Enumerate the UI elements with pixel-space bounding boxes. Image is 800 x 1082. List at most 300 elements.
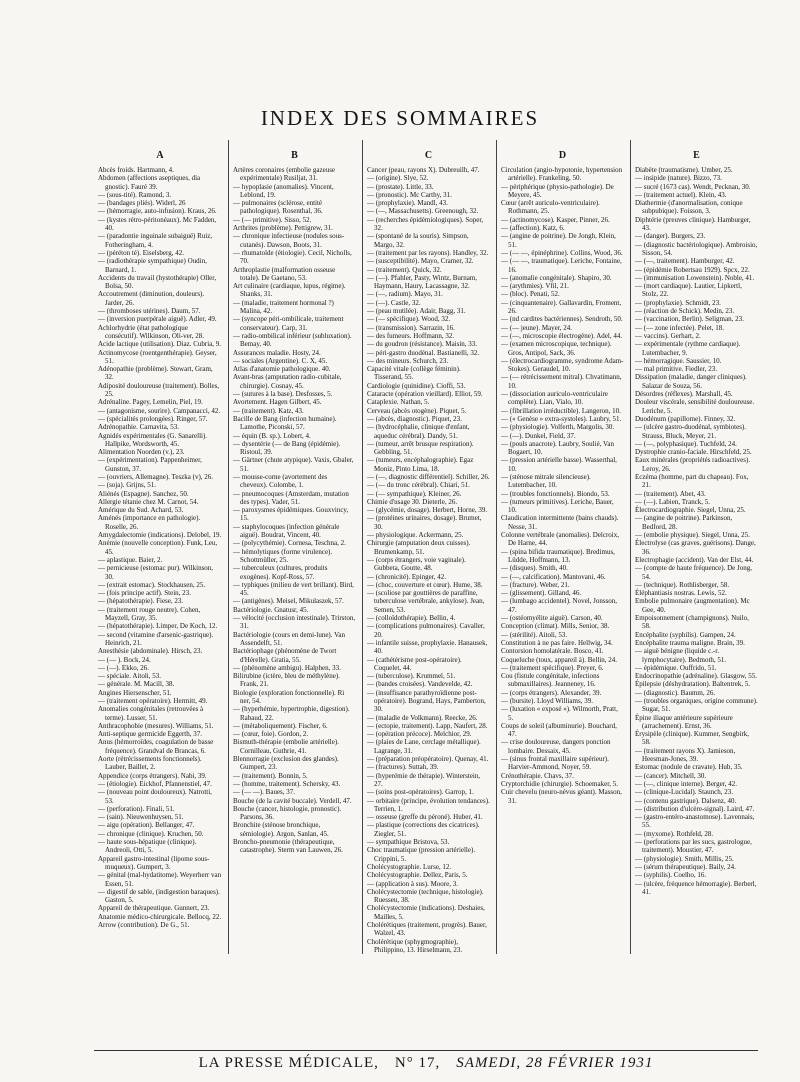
index-entry: Accoutrement (diminution, douleurs). Jarder, 26. <box>98 290 205 307</box>
index-entry: — des fumeurs. Hoffmann, 32. <box>367 331 455 340</box>
index-entry: — (vaccination, Berlin). Seligman, 23. <box>635 315 744 324</box>
index-entry: — (transmission). Sarrazin, 16. <box>367 323 455 332</box>
index-entry: — (hémorragie, auto-infusion). Kraus, 26. <box>98 207 217 216</box>
index-entry: — (sérum thérapeutique). Baily, 24. <box>635 862 736 871</box>
index-entry: — (— ). Bock, 24. <box>98 655 151 664</box>
index-entry: Biologie (exploration fonctionnelle). Ri ner, 54. <box>233 688 345 705</box>
index-entry: — (luxation « exposé »). Wilmorth, Pratt, 5. <box>501 705 618 722</box>
index-entry: Bouche (de la cavité buccale). Verdell, 47. <box>233 796 352 805</box>
index-entry: — mousse-corne (avortement des cheveux). Colombe, 1. <box>233 472 328 490</box>
index-entry: Actinomycose (roentgenthérapie). Geyser, 51. <box>98 348 217 365</box>
index-entry: — (soins post-opératoires). Garrop, 1. <box>367 788 474 797</box>
index-entry: Coups de soleil (albuminurie). Bouchard, 47. <box>501 721 617 739</box>
index-entry: — orbitaire (principe, évolution tendances). Terrien, 1. <box>367 796 490 813</box>
index-entry: — (prostate). Little, 33. <box>367 182 434 191</box>
index-entry: — paroxysmes épidémiques. Gouxvincy, 15. <box>233 506 349 523</box>
index-entry: — (—, radium). Mayo, 31. <box>367 290 443 299</box>
index-entry: Anus (hémorroïdes, coagulation de basse fréquence). Grandval de Brancas, 6. <box>98 738 214 755</box>
index-entry: — hémorragique. Saussier, 10. <box>635 356 722 365</box>
index-entry: — (— —, épinéphrine). Collins, Wood, 36. <box>501 248 623 257</box>
index-column <box>496 140 624 954</box>
index-entry: — (application à sus). Moore, 3. <box>367 879 458 888</box>
index-entry: Érysipèle (clinique). Kummer, Sengbirk, 58. <box>635 730 750 747</box>
index-entry: Avortement. Hagen Gilbert, 45. <box>233 398 322 407</box>
index-entry: — (étiologie). Eickhof, Pfannenstiel, 47. <box>98 779 212 788</box>
index-entry: — (— spécifique). Wood, 32. <box>367 315 451 324</box>
index-entry: — (pression artérielle basse). Wasserthal, 10. <box>501 456 617 473</box>
index-entry: — (phénomène ambigu). Halphen, 33. <box>233 663 341 672</box>
index-entry: — (tumeurs, encéphalographie). Egaz Moniz, Pinto Lima, 18. <box>367 456 474 473</box>
index-entry: Abdomen (affections aseptiques, dia gnostic). Fauré 39. <box>98 174 201 191</box>
index-entry: Chirurgie (amputation deux cuisses). Brumenkamp, 51. <box>367 539 471 556</box>
index-entry: Empoisonnement (champignons). Nuilo, 58. <box>635 614 749 631</box>
index-entry: — (traitement spécifique). Preyer, 6. <box>501 663 604 672</box>
index-entry: — expérimentale (rythme cardiaque). Lutembacher, 9. <box>635 340 741 357</box>
index-entry: — (protéines urinaires, dosage). Brumet, 30. <box>367 514 482 531</box>
index-entry: — (pronostic). Mc Carthy, 31. <box>367 190 452 199</box>
index-entry: — (traitement). Quick, 32. <box>367 265 442 274</box>
section-letter: D <box>558 150 567 161</box>
index-entry: Embolie pulmonaire (augmentation). Mc Gee, 40. <box>635 597 750 614</box>
index-entry: — hémolytiques (forme virulence). Schottmüller, 25. <box>233 547 333 564</box>
index-entry: — (insuffisance parathyroïdienne post-opératoire). Bogrand, Hays, Pamberton, 30. <box>367 688 486 714</box>
index-entry: — (ectopie, traitement). Lapp, Naufert, 28. <box>367 721 488 730</box>
index-entry: — sociales (Argentine). C. X, 45. <box>233 356 328 365</box>
index-entry: — vélocité (occlusion intestinale). Trirston, 31. <box>233 614 356 631</box>
index-entry: — (—, polyphasique). Tuchfeld, 24. <box>635 439 737 448</box>
index-entry: — (nd cardites bactériennes). Sendroth, 50. <box>501 315 623 324</box>
index-entry: — (cathétérisme post-opératoire). Coquelet, 44. <box>367 655 462 672</box>
index-entry: — (glycémie, dosage). Herbert, Horne, 39. <box>367 506 488 515</box>
index-entry: — (expérimentation). Pappenheimer, Gunston, 37. <box>98 456 202 473</box>
index-entry: Cholécystographie. Dellez, Paris, 5. <box>367 871 468 880</box>
index-entry: Bilirubine (ictère, bleu de méthylène). Frank, 21. <box>233 672 340 689</box>
index-entry: Angines Hiersenscher, 51. <box>98 688 172 697</box>
index-entry: — spéciale. Aitoli, 53. <box>98 672 161 681</box>
index-entry: — (—). Castle, 32. <box>367 298 421 307</box>
index-entry: — (traitement par les rayons). Handley, 32. <box>367 248 489 257</box>
index-entry: — sucré (1673 cas). Wendt, Pecknan, 30. <box>635 182 751 191</box>
index-entry: Amygdalectomie (indications). Delobel, 19. <box>98 531 222 540</box>
index-entry: Bouche (cancer, histologie, pronostic). Parsons, 36. <box>233 804 342 822</box>
index-entry: Anti-septique germicide Eggerth, 37. <box>98 730 202 739</box>
index-entry: Arrow (contribution). De G., 51. <box>98 921 190 930</box>
index-entry: Anémie (nouvelle conception). Funk, Leu, 45. <box>98 539 218 556</box>
index-entry: — staphylocoques (infection générale aiguë). Boudrat, Vincent, 40. <box>233 522 340 540</box>
index-entry: — (—, traitement). Hamburger, 42. <box>635 257 735 266</box>
index-entry: — (—, clinique interne). Berger, 42. <box>635 779 738 788</box>
index-entry: Épilepsie (déshydratation). Baltentrek, 5. <box>635 680 751 689</box>
index-entry: — (sutures à la base). Desfosses, 5. <box>233 390 333 399</box>
index-entry: — (—, Massachusetts). Greenough, 32. <box>367 207 479 216</box>
index-entry: — (perforations par les sucs, gastrologue, traitement). Moustier, 47. <box>635 838 752 855</box>
index-entry: — chronique infectieuse (nodules sous-cutanés). Dawson, Boots, 31. <box>233 232 345 249</box>
index-entry: — (—). Ekko, 26. <box>98 663 149 672</box>
index-entry: — (fractures). Suttah, 39. <box>367 763 439 772</box>
index-entry: — (inversion puerpérale aiguë). Adler, 49. <box>98 315 217 324</box>
index-entry: — chronique (clinique). Kruchen, 50. <box>98 829 204 838</box>
index-entry: Bactériologie. Gnatusr, 45. <box>233 605 309 614</box>
index-entry: — (—, microscopie électrogène). Adel, 44. <box>501 331 623 340</box>
index-entry: — (spécialités prolongées). Ringer, 57. <box>98 414 208 423</box>
index-entry: — (traitement rayons X). Jamieson, Heesman-Jones, 39. <box>635 746 736 764</box>
index-entry: Éléphantiasis nostras. Lewis, 52. <box>635 589 727 598</box>
index-entry: — (hépatothérapie). Fiese, 23. <box>98 597 184 606</box>
index-entry: — (gastro-entéro-anastomose). Lavennais, 55. <box>635 813 755 830</box>
index-entry: — (fracture). Weber, 21. <box>501 580 570 589</box>
index-entry: — (physiologie). Smith, Millis, 25. <box>635 854 734 863</box>
index-entry: — (corps étrangers). Alexander, 39. <box>501 688 602 697</box>
index-entry: — (—, diagnostic différentiel). Schiller, 26. <box>367 472 490 481</box>
index-entry: Endocrinopathie (adrénaline). Glasgow, 55. <box>635 672 758 681</box>
index-entry: Broncho-pneumonie (thérapeutique, catastrophe). Sterm van Lauwen, 26. <box>233 838 343 855</box>
index-entry: Cœur (arrêt auriculo-ventriculaire). Rothmann, 25. <box>501 199 600 216</box>
index-entry: Abcès froids. Hartmann, 4. <box>98 166 174 174</box>
index-entry: Duodénum (papillome). Finney, 32. <box>635 414 736 423</box>
index-entry: — (syphilis). Coelho, 16. <box>635 871 707 880</box>
index-entry: Constitution à ne pas faire. Hellwig, 34. <box>501 638 613 647</box>
index-entry: Blennorragie (exclusion des glandes). Gumpert, 23. <box>233 755 339 772</box>
index-entry: — (— —). Baues, 37. <box>233 788 296 797</box>
index-entry: Bismuth-thérapie (embolie artérielle). Cornilleau, Guthrie, 41. <box>233 738 339 755</box>
index-entry: — (nouveau point douloureux). Natrotti, 53. <box>98 788 212 805</box>
index-entry: — (spina bifida traumatique). Bredimus, Lüdde, Hoffmann, 13. <box>501 547 615 564</box>
index-entry: Crénothérapie. Chavs, 37. <box>501 771 574 780</box>
index-entry: — (diagnostic bactériologique). Ambroisio, Sisson, 54. <box>635 240 758 257</box>
index-entry: — (— du tronc cérébral). Chiari, 51. <box>367 481 470 490</box>
index-entry: Acide lactique (utilisation). Diaz. Cubria, 9. <box>98 340 222 349</box>
index-entry: Chimie d'usage 30. Dieterle, 26. <box>367 497 458 506</box>
index-entry: — (disques). Smith, 40. <box>501 564 568 573</box>
index-entry: — (polycythémie). Cornesa, Teschna, 2. <box>233 539 346 548</box>
index-entry: — haute sous-hépatique (clinique). Andreoli, Otti, 5. <box>98 838 197 855</box>
index-entry: — (« Genèse » extra-systoles). Laubry, 51. <box>501 414 622 423</box>
section-letter: B <box>291 150 298 161</box>
index-entry: — vaccins). Gerhart, 2. <box>635 331 701 340</box>
index-entry: — (peau mutilée). Adair, Bagg, 31. <box>367 307 466 316</box>
index-entry: Cuir chevelu (neuro-névus géant). Masson, 31. <box>501 788 622 805</box>
index-entry: Cholérétique (sphygmographie), Philippino, 13. Hirselmann, 23. <box>367 937 463 954</box>
index-entry: Atlas d'anatomie pathologique. 40. <box>233 365 331 374</box>
index-entry: Capacité vitale (collège féminin). Tisserand, 55. <box>367 365 461 382</box>
index-entry: Diathermie (d'anormalisation, conique subpubique). Foisson, 3. <box>635 199 743 216</box>
index-entry: — crise douloureuse, dangers ponction lombaire. Dessaix, 45. <box>501 738 611 755</box>
index-entry: Cancer (peau, rayons X). Dubreuilh, 47. <box>367 166 480 174</box>
index-entry: Accidents du travail (hystothérapie) Oller, Bolsa, 50. <box>98 273 217 291</box>
index-entry: Adrénaline. Pagey, Lemelin, Piel, 19. <box>98 398 203 407</box>
index-entry: — (hyperémie de thérapie). Winterstein, 27. <box>367 771 481 788</box>
index-entry: — (— jeune). Mayer, 24. <box>501 323 573 332</box>
index-entry: — (— —, traumatique). Leriche, Fontaine, 16. <box>501 257 622 274</box>
index-entry: — (recherches épidémiologiques). Soper, 32. <box>367 215 484 233</box>
index-entry: Adénopathie (problème). Stewart, Gram, 32. <box>98 365 213 382</box>
index-entry: — (traitement). Abet, 43. <box>635 489 706 498</box>
index-entry: — osseuse (greffe du péroné). Huber, 41. <box>367 813 483 822</box>
index-entry: — (lumbago accidentel). Novel, Jonsson, 47. <box>501 597 618 614</box>
index-entry: — (angine de poitrine). De Jongh, Klein, 51. <box>501 232 616 249</box>
index-entry: Bactériophage (phénomène de Twort d'Hérelle). Gratia, 55. <box>233 647 337 664</box>
index-entry: Artères coronaires (embolie gazeuse expérimentale) Rusiljat, 31. <box>233 166 336 183</box>
index-entry: Agnidés expérimentales (G. Sanarelli). Hallpike, Wordsworth, 45. <box>98 431 208 448</box>
index-entry: — péri-gastro duodénal. Bastianelli, 32. <box>367 348 480 357</box>
index-entry: — (tumeurs primitives). Leriche, Bauer, 10. <box>501 497 614 515</box>
index-entry: — sympathique Bristova, 53. <box>367 838 450 847</box>
index-entry: — (tuberculose). Krummel, 51. <box>367 672 456 681</box>
index-entry: — (diagnostic). Baumm, 26. <box>635 688 716 697</box>
index-entry: — (angine de poitrine). Parkinson, Bedford, 28. <box>635 514 733 531</box>
index-entry: — (bloc). Penati, 52. <box>501 290 560 299</box>
index-entry: Cou (fistule congénitale, infections submaxillaires). Jeanneney, 16. <box>501 672 600 689</box>
index-entry: — (cœur, foie). Gordon, 2. <box>233 730 309 739</box>
index-entry: — (—, calcification). Mantovani, 46. <box>501 572 606 581</box>
index-entry: — digestif de sable, (indigestion baraques). Gaston, 5. <box>98 887 220 905</box>
index-entry: — (fibrillation irréductible). Langeron, 10. <box>501 406 621 415</box>
index-entry: Aorte (rétrécissements fonctionnels). Lauber, Baillet, 2. <box>98 755 202 772</box>
index-entry: Choc traumatique (pression artérielle). Crippini, 5. <box>367 846 476 863</box>
index-entry: Anomalies congénitales (retrouvées à terme). Lusser, 51. <box>98 705 204 722</box>
index-entry: Arthroplastie (malformation osseuse totale). De Gaetano, 53. <box>233 265 336 282</box>
index-column <box>362 140 490 954</box>
index-entry: — (sain). Nieuwenhuysen, 51. <box>98 813 184 822</box>
index-entry: — (antagonisme, sourire). Campanacci, 42. <box>98 406 221 415</box>
index-entry: Electrophagie (accident). Van der Elst, 44. <box>635 555 754 564</box>
index-entry: Cholécystectomie (technique, histologie). Ruesseu, 38. <box>367 887 484 905</box>
index-entry: — (examen microscopique, technique). Gros, Antipol, Sack, 36. <box>501 340 612 357</box>
index-entry: — (troubles fonctionnels). Biondo, 53. <box>501 489 610 498</box>
index-entry: — (troubles organiques, origine commune). Sugar, 51. <box>635 697 758 714</box>
index-entry: — (—). Pfahler, Pasty, Wintz, Burnam, Haymann, Haury, Lacassagne, 32. <box>367 273 478 291</box>
index-entry: Colonne vertébrale (anomalies). Delcroix, De Harne, 44. <box>501 531 619 548</box>
section-letter: A <box>156 150 164 161</box>
index-entry: Bronchite (sténose bronchique, sémiologie). Argon, Sanlan, 45. <box>233 821 329 838</box>
index-entry: — (clinique-Lucidal). Staunch, 23. <box>635 788 733 797</box>
index-entry: — (sténose mitrale silencieuse). Lutembacher, 10. <box>501 472 591 490</box>
index-entry: — (origine). Slye, 52. <box>367 174 429 183</box>
index-entry: — (réaction de Schick). Medin, 23. <box>635 307 735 316</box>
index-entry: — (plaies de Lane, cerclage métallique). Lagrange, 31. <box>367 738 481 755</box>
index-column <box>630 140 758 954</box>
index-entry: — (extrait estomac). Stockhausen, 25. <box>98 580 206 589</box>
index-entry: — (scoliose par gouttières de paraffine, tuberculose vertébrale, ankylose). Jean, Semen, 53. <box>367 589 485 614</box>
index-entry: Cryptorchidie (chirurgie). Schoemaker, 5. <box>501 779 618 788</box>
index-entry: — équin (B. sp.). Lobert, 4. <box>233 431 311 440</box>
index-entry: — (prophylaxie). Mandl, 43. <box>367 199 448 208</box>
index-entry: Conception (climat). Mills, Senior, 38. <box>501 622 610 631</box>
index-entry: — (affection). Katz, 6. <box>501 224 565 233</box>
index-entry: — pneumocoques (Amsterdam, mutation des types). Vader, 51. <box>233 489 349 506</box>
index-entry: — (spontané de la souris). Simpson, Margo, 32. <box>367 232 469 249</box>
index-entry: Cholérétiques (traitement, progrès). Bauer, Walzel, 43. <box>367 921 487 938</box>
index-entry: Anatomie médico-chirurgicale. Bellocq, 22. <box>98 912 222 921</box>
index-entry: — (fois principe actif). Stein, 23. <box>98 589 191 598</box>
index-entry: Eaux minérales (propriétés radioactives). Leroy, 26. <box>635 456 751 473</box>
index-entry: — (dissociation auriculo-ventriculaire complète). Lian, Vialo, 10. <box>501 390 608 407</box>
index-entry: — (embolie physique). Siegel, Unna, 25. <box>635 531 750 540</box>
index-entry: — (bandes croisées). Vandevelde, 42. <box>367 680 473 689</box>
index-entry: — aiguë bénigne (liquide c.-r. lymphocytaire). Bedmoth, 51. <box>635 647 727 664</box>
index-entry: — mal primitive. Fiedler, 23. <box>635 365 717 374</box>
index-entry: Électrocardiographie. Siegel, Unna, 25. <box>635 506 746 515</box>
index-entry: — plastique (corrections des cicatrices). Ziegler, 51. <box>367 821 480 838</box>
index-entry: — hypoplasie (anomalies). Vincent, Leblond, 19. <box>233 182 334 199</box>
index-entry: — (antigènes). Meisel, Mikulaszek, 57. <box>233 597 344 606</box>
index-entry: Cholécystographie. Lurse, 12. <box>367 862 452 871</box>
index-entry: — typhiques (milieu de vert brillant). Bird, 45. <box>233 580 354 598</box>
index-entry: — (— sympathique). Kleiner, 26. <box>367 489 462 498</box>
index-entry: Eczéma (homme, part du chapeau). Fox, 21. <box>635 472 749 490</box>
index-entry: — (actinomycose). Kasper, Pinner, 26. <box>501 215 610 224</box>
index-entry: — (opération précoce). Melchior, 29. <box>367 730 472 739</box>
index-entry: — (thromboses utérines). Daum, 57. <box>98 307 201 316</box>
index-entry: — (— rétrécissement mitral). Chvatimann, 10. <box>501 373 622 390</box>
index-entry: — (—). Labien, Tranck, 5. <box>635 497 711 506</box>
index-entry: Anthracophobie (mesures). Williams, 51. <box>98 721 214 730</box>
index-entry: — (hyperhémie, hypertrophie, digestion). Rabaud, 22. <box>233 705 350 722</box>
index-entry: Désordres (réflexes). Marshall, 45. <box>635 390 733 399</box>
index-entry: — (traitement actuel). Klein, 43. <box>635 190 727 199</box>
index-entry: — (prophylaxie). Schmidt, 23. <box>635 298 721 307</box>
index-entry: — (complications pulmonaires). Cavaller, 20. <box>367 622 485 639</box>
index-entry: — (stérilité). Aitoli, 53. <box>501 630 568 639</box>
index-entry: — (syncope péri-ombilicale, traitement conservateur). Carp, 31. <box>233 315 344 332</box>
index-column <box>94 140 222 954</box>
section-letter: E <box>693 150 700 161</box>
index-entry: — (bandages pliés). Widerl, 26 <box>98 199 186 208</box>
index-entry: — (mort cardiaque). Lautier, Lipkertl, Stolz, 22. <box>635 282 742 299</box>
section-letter: C <box>424 150 433 161</box>
index-entry: — (distribution d'ulcère-signal). Laird, 47. <box>635 804 755 813</box>
index-entry: — (perforation). Finali, 51. <box>98 804 175 813</box>
index-entry: Cerveau (abcès otogène). Piquet, 5. <box>367 406 467 415</box>
footer-issue-number: N° 17, <box>394 1055 441 1071</box>
index-entry: — aplastique. Baier, 2. <box>98 555 163 564</box>
index-entry: — (électrocardiogramme, syndrome Adam-Stokes). Geraudel, 10. <box>501 356 624 374</box>
index-entry: — (corps étrangers, voie vaginale). Gubbeta, Goutte, 48. <box>367 555 466 573</box>
index-entry: Contorsion homolatérale. Bosco, 41. <box>501 647 604 656</box>
index-entry: Circulation (angio-hypotonie, hypertension artérielle). Frankeling, 50. <box>501 166 623 183</box>
index-entry: — (traitement opératoire). Hermitt, 49. <box>98 697 208 705</box>
index-entry: — (cancer). Mitchell, 30. <box>635 771 707 780</box>
index-entry: — (sinus frontal maxillaire supérieur). Harvier-Ammond, Noyer, 59. <box>501 755 609 772</box>
index-entry: — épidémique. Ouffrido, 51. <box>635 663 717 672</box>
index-entry: — (physiologie). Volferth, Margolis, 30. <box>501 423 615 432</box>
index-entry: Estomac (nodule de cravate). Hub, 35. <box>635 763 743 772</box>
index-entry: — physiologique. Ackermann, 25. <box>367 531 464 540</box>
index-entry: Diabète (traumatisme). Umber, 25. <box>635 166 733 174</box>
index-entry: Adrénopathie. Carnavita, 53. <box>98 423 180 432</box>
page-title: INDEX DES SOMMAIRES <box>260 106 540 130</box>
index-entry: Encéphalite (syphilis). Gampen, 24. <box>635 630 736 639</box>
index-entry: Dystrophie cranio-faciale. Hirschfeld, 25. <box>635 448 752 457</box>
index-entry: — (anomalie congénitale). Shapiro, 30. <box>501 273 612 282</box>
index-entry: Amérique du Sud. Achard, 53. <box>98 506 184 515</box>
index-entry: — (traitement). Katz, 43. <box>233 406 304 415</box>
index-entry: — (choc, couverture et cœur). Hume, 38. <box>367 580 483 589</box>
index-entry: Anesthésie (abdominale). Hirsch, 23. <box>98 647 203 656</box>
index-entry: Dissipation (maladie, danger cliniques). Salazar de Souza, 56. <box>635 373 747 390</box>
index-entry: — (maladie de Volkmann). Reecke, 26. <box>367 713 478 722</box>
index-entry: — (ostéomyélite aiguë). Carson, 40. <box>501 614 603 623</box>
index-entry: — (hépatothérapie). Limper, De Koch, 12. <box>98 622 218 631</box>
index-entry: — aigu (opération). Bellanger, 47. <box>98 821 195 830</box>
index-entry: — (préparation préopératoire). Quenay, 41. <box>367 755 489 764</box>
index-entry: — (myxome). Rothfeld, 28. <box>635 829 714 838</box>
index-entry: Électrolyse (cas graves, guérisons). Dange, 36. <box>635 539 756 556</box>
index-entry: — (péréton té). Eiselsberg, 42. <box>98 248 184 257</box>
footer-journal: LA PRESSE MÉDICALE, <box>198 1055 379 1071</box>
index-entry: — des mineurs. Schurch, 23. <box>367 356 449 365</box>
index-entry: — insipide (nature). Bizzo, 73. <box>635 174 722 183</box>
index-entry: — (ouvriers, Allemagne). Teszka (v), 26. <box>98 472 214 481</box>
index-entry: Épine iliaque antérieure supérieure (arrachement). Ernst, 36. <box>635 713 733 730</box>
index-entry: Cholécystectomie (indications). Deshaies, Mailles, 5. <box>367 904 485 921</box>
index-entry: — du goudron (résistance). Maisin, 33. <box>367 340 478 349</box>
index-column <box>228 140 356 954</box>
index-entry: Aliénés (Espagne). Sanchez, 50. <box>98 489 189 498</box>
index-entry: — générale. M. Macill, 38. <box>98 680 175 689</box>
index-entry: — (kystes rétro-péritonéaux). Mc Fadden, 40. <box>98 215 217 233</box>
index-entry: — (abcès, diagnostic). Piquet, 23. <box>367 414 462 423</box>
index-entry: — (— zone infectée). Pelet, 18. <box>635 323 725 332</box>
index-entry: Claudication intermittente (bains chauds). Nesse, 31. <box>501 514 619 531</box>
index-entry: Appendice (corps étrangers). Nabi, 39. <box>98 771 207 780</box>
index-entry: Bacille de Bang (infection humaine). Lamothe, Piconski, 57. <box>233 414 337 432</box>
index-entry: Art culinaire (cardiaque, lupus, régime). Shanks, 31. <box>233 282 346 299</box>
index-entry: — (métaboliquement). Fischer, 6. <box>233 721 328 730</box>
index-entry: — second (vitamine d'arsenic-gastrique). Heinrich, 21. <box>98 630 214 647</box>
index-entry: Alimentation Noorden (v.), 23. <box>98 448 185 457</box>
index-entry: Cataracte (opération vieillard). Elliot, 59. <box>367 390 483 399</box>
footer-date: SAMEDI, 28 FÉVRIER 1931 <box>456 1055 654 1071</box>
index-entry: Cataplexie. Nathan, 5. <box>367 398 430 407</box>
index-entry: — Gärtner (chute atypique). Vaxis, Gbaler, 51. <box>233 456 354 473</box>
index-entry: — pernicieuse (estomac pur). Wilkinson, 30. <box>98 564 214 581</box>
index-entry: — tuberculeux (cultures, produits exogènes). Kopf-Ross, 57. <box>233 564 328 581</box>
index-entry: Aménés (importance en pathologie). Roselle, 26. <box>98 514 201 531</box>
index-entry: — rhumatoïde (étiologie). Cecil, Nicholls, 70. <box>233 248 352 266</box>
index-entry: — (cinquantenaire). Gallavardin, Froment, 26. <box>501 298 622 316</box>
index-entry: Arthrites (problème). Pettigrew, 31. <box>233 224 333 233</box>
index-entry: — (chronicité). Epinger, 42. <box>367 572 447 581</box>
index-columns <box>94 140 758 954</box>
index-entry: — (bursite). Lloyd Williams, 39. <box>501 697 593 705</box>
index-entry: — (sous-tité). Ramond, 3. <box>98 190 172 199</box>
index-entry: — (arythmies). Vfil, 21. <box>501 282 569 291</box>
index-entry: — (tumeur, arrêt brusque respiration). Gebbling, 51. <box>367 439 474 457</box>
index-entry: — infantile suisse, prophylaxie. Hanausek, 40. <box>367 638 488 656</box>
index-entry: — (susceptibilité). Mayo, Cramer, 32. <box>367 257 474 266</box>
index-entry: Adiposité douloureuse (traitement). Bolles, 25. <box>98 381 220 399</box>
index-entry: — (soja). Grijns, 51. <box>98 481 156 490</box>
index-entry: Cardiologie (quinidine). Cioffi, 53. <box>367 381 466 390</box>
index-entry: — (compte de haute fréquence). De Jong, 54. <box>635 564 753 581</box>
index-entry: — (immunisation Lowenstein). Noble, 41. <box>635 273 755 282</box>
index-entry: Diphtérie (preuves clinique). Hamburger, 43. <box>635 215 751 233</box>
index-entry: Encéphalite trauma maligne. Brain, 39. <box>635 638 745 647</box>
index-entry: — génital (mal-hydatitome). Weyerherr van Essen, 51. <box>98 871 222 888</box>
index-entry: — (traitement rouge neutre). Cohen, Mayzell, Gray, 35. <box>98 605 201 623</box>
index-entry: — (glissement). Gilland, 46. <box>501 589 582 598</box>
index-entry: — (paradontie inguinale subaiguë) Ruiz, Fotheringham, 4. <box>98 232 213 249</box>
index-entry: — périphérique (physio-pathologie). De Meyere, 45. <box>501 182 614 199</box>
index-entry: Avant-bras (amputation radio-cubitale, chirurgie). Cosnay, 45. <box>233 373 342 390</box>
index-entry: — (— primitive). Sisso, 52. <box>233 215 312 224</box>
index-entry: Appareil gastro-intestinal (lipome sous-muqueux). Gumpert, 3. <box>98 854 210 871</box>
index-entry: — pulmonaires (sclérose, entité pathologique). Rosenthal, 36. <box>233 199 323 216</box>
index-entry: — dysentérie (— de Bang (épidémie). Ristoul, 39. <box>233 439 341 457</box>
index-entry: — (pouls anacrote). Laubry, Soulié, Van Bogaert, 10. <box>501 439 614 457</box>
index-entry: — (ulcère, fréquence hémorragie). Berberl, 41. <box>635 879 757 896</box>
